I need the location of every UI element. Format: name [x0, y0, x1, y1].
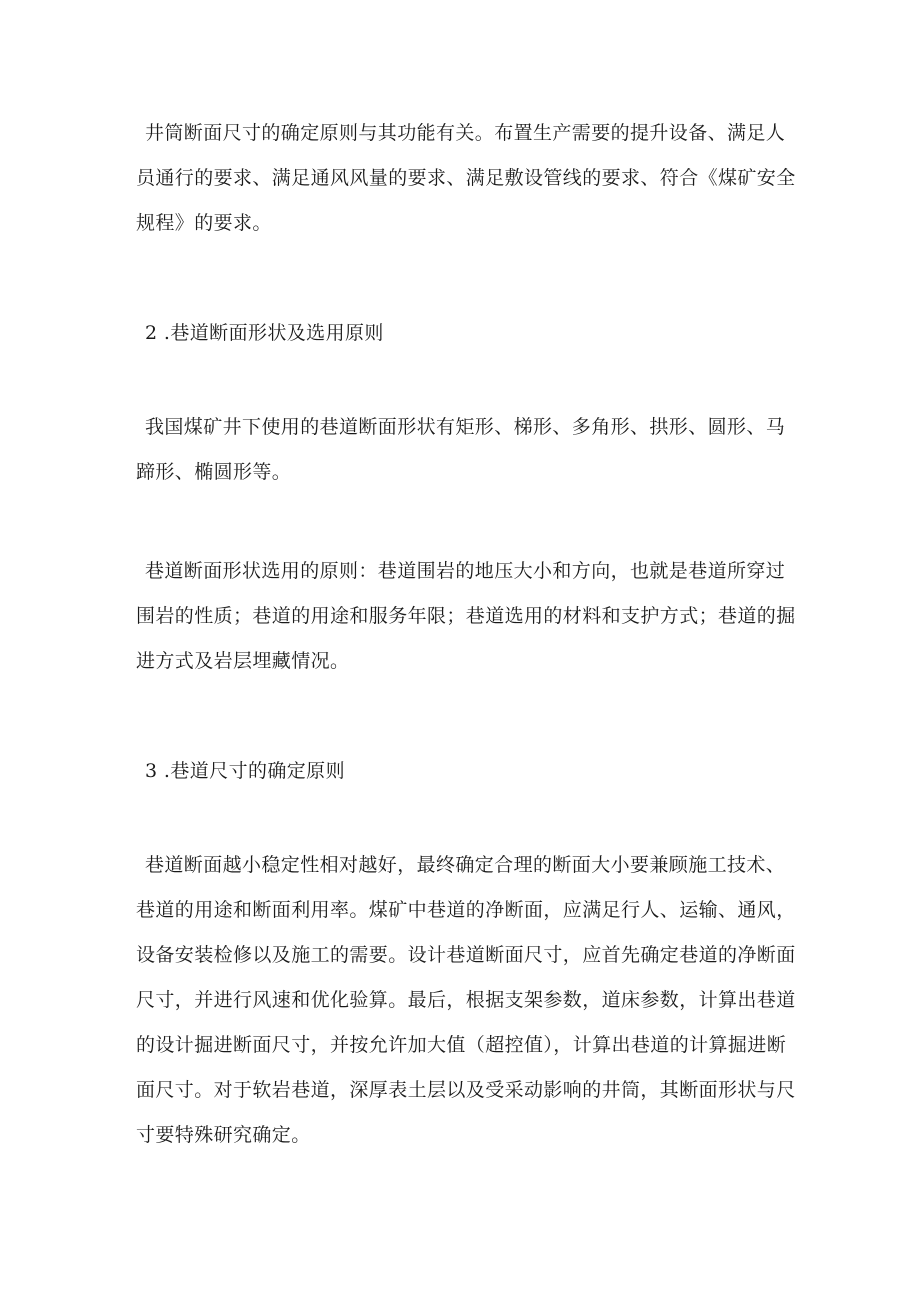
- paragraph-roadway-shape-selection: 巷道断面形状选用的原则：巷道围岩的地压大小和方向，也就是巷道所穿过围岩的性质；巷道的用途和服务年限；巷道选用的材料和支护方式；巷道的掘进方式及岩层埋藏情况。: [136, 560, 796, 672]
- paragraph-roadway-size-principles: 巷道断面越小稳定性相对越好，最终确定合理的断面大小要兼顾施工技术、巷道的用途和断面利用率。煤矿中巷道的净断面，应满足行人、运输、通风，设备安装检修以及施工的需要。设计巷道断面尺寸，应首先确定巷道的净断面尺寸，并进行风速和优化验算。最后，根据支架参数，道床参数，计算出巷道的设计掘进断面尺寸，并按允许加大值（超控值），计算出巷道的计算掘进断面尺寸。对于软岩巷道，深厚表土层以及受采动影响的井筒，其断面形状与尺寸要特殊研究确定。: [136, 854, 796, 1146]
- paragraph-shaft-section-principles: 井筒断面尺寸的确定原则与其功能有关。布置生产需要的提升设备、满足人员通行的要求、满足通风风量的要求、满足敷设管线的要求、符合《煤矿安全规程》的要求。: [136, 122, 796, 234]
- paragraph-roadway-shape-types: 我国煤矿井下使用的巷道断面形状有矩形、梯形、多角形、拱形、圆形、马蹄形、椭圆形等。: [136, 416, 786, 483]
- section-heading-roadway-size: 3 .巷道尺寸的确定原则: [145, 760, 345, 782]
- section-heading-roadway-shape: 2 .巷道断面形状及选用原则: [145, 322, 384, 344]
